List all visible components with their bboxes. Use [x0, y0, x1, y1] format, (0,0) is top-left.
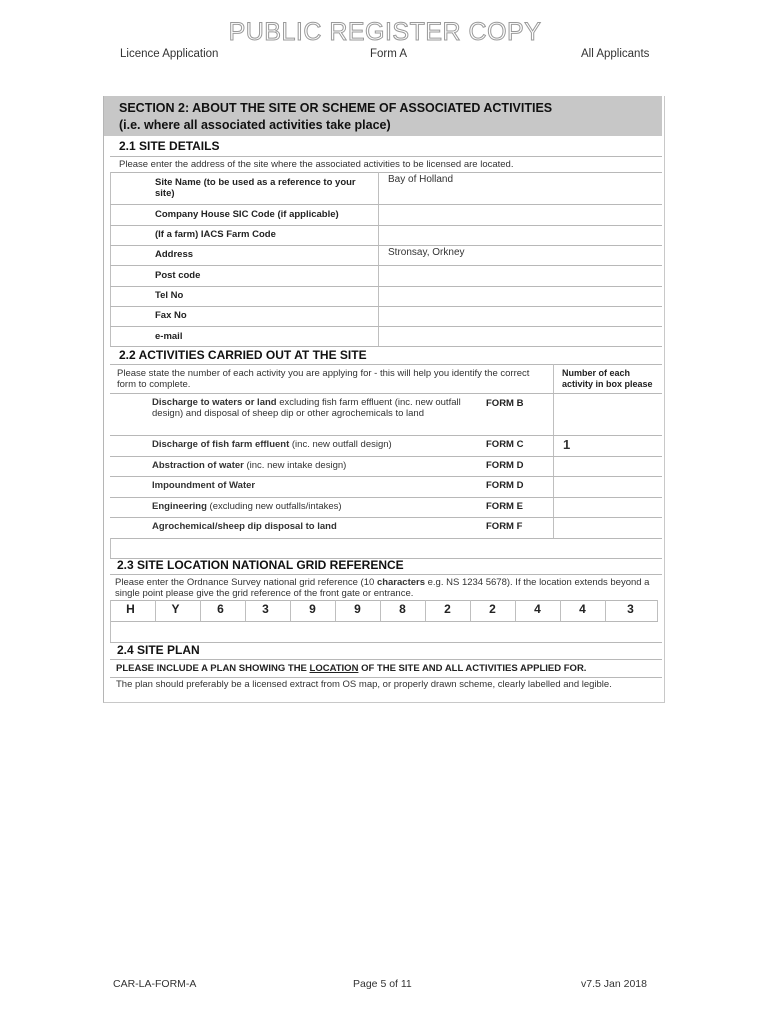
- site-name-field[interactable]: Bay of Holland: [388, 174, 454, 185]
- header-center: Form A: [370, 48, 408, 60]
- activity-form-code: FORM F: [486, 521, 523, 532]
- site-name-label: Site Name (to be used as a reference to your site): [155, 177, 356, 199]
- iacs-farm-code-label: (If a farm) IACS Farm Code: [155, 229, 276, 240]
- grid-ref-char[interactable]: 4: [534, 602, 541, 616]
- activity-row: Discharge to waters or land excluding fish farm effluent (inc. new outfall design) and disposal of sheep dip or other agrochemicals to land: [152, 397, 461, 419]
- address-label: Address: [155, 249, 194, 260]
- site-details-heading: 2.1 SITE DETAILS: [119, 139, 220, 153]
- email-label: e-mail: [155, 331, 183, 342]
- activity-count-field[interactable]: 1: [563, 437, 571, 452]
- footer-page-number: Page 5 of 11: [353, 978, 412, 990]
- grid-ref-char[interactable]: 4: [579, 602, 586, 616]
- activity-form-code: FORM E: [486, 501, 523, 512]
- header-left: Licence Application: [120, 48, 219, 60]
- grid-ref-char[interactable]: Y: [171, 602, 180, 616]
- section-title: SECTION 2: ABOUT THE SITE OR SCHEME OF ASSOCIATED ACTIVITIES: [119, 101, 553, 115]
- grid-ref-char[interactable]: 8: [399, 602, 406, 616]
- grid-ref-char[interactable]: 6: [217, 602, 224, 616]
- grid-ref-instruction: Please enter the Ordnance Survey national grid reference (10 characters e.g. NS 1234 5678). If the location extends beyond a single point please give the grid reference of the front gate or entrance.: [115, 577, 650, 599]
- footer-form-id: CAR-LA-FORM-A: [113, 978, 197, 990]
- grid-ref-char[interactable]: H: [126, 602, 135, 616]
- post-code-label: Post code: [155, 270, 201, 281]
- site-plan-requirement: PLEASE INCLUDE A PLAN SHOWING THE LOCATION OF THE SITE AND ALL ACTIVITIES APPLIED FOR.: [116, 663, 587, 674]
- activities-instruction: Please state the number of each activity you are applying for - this will help you identify the correct form to complete.: [117, 368, 530, 390]
- grid-ref-char[interactable]: 3: [262, 602, 269, 616]
- activity-row: Abstraction of water (inc. new intake design): [152, 460, 347, 471]
- address-field[interactable]: Stronsay, Orkney: [388, 247, 465, 258]
- activity-row: Impoundment of Water: [152, 480, 256, 491]
- tel-no-label: Tel No: [155, 290, 184, 301]
- activity-row: Engineering (excluding new outfalls/intakes): [152, 501, 342, 512]
- grid-ref-char[interactable]: 3: [627, 602, 634, 616]
- footer-version: v7.5 Jan 2018: [581, 978, 647, 990]
- section-subtitle: (i.e. where all associated activities take place): [119, 118, 391, 132]
- grid-ref-char[interactable]: 2: [489, 602, 496, 616]
- public-register-watermark: PUBLIC REGISTER COPY: [228, 18, 542, 46]
- activity-form-code: FORM C: [486, 439, 524, 450]
- grid-ref-char[interactable]: 9: [309, 602, 316, 616]
- count-column-header: Number of each activity in box please: [562, 368, 653, 389]
- sic-code-label: Company House SIC Code (if applicable): [155, 209, 339, 220]
- activity-form-code: FORM B: [486, 398, 524, 409]
- activity-form-code: FORM D: [486, 480, 524, 491]
- grid-ref-heading: 2.3 SITE LOCATION NATIONAL GRID REFERENCE: [117, 558, 404, 572]
- grid-ref-char[interactable]: 9: [354, 602, 361, 616]
- site-plan-heading: 2.4 SITE PLAN: [117, 643, 200, 657]
- fax-no-label: Fax No: [155, 310, 187, 321]
- activity-row: Agrochemical/sheep dip disposal to land: [152, 521, 337, 532]
- grid-ref-char[interactable]: 2: [444, 602, 451, 616]
- activity-form-code: FORM D: [486, 460, 524, 471]
- header-right: All Applicants: [581, 48, 650, 60]
- site-details-instruction: Please enter the address of the site where the associated activities to be licensed are located.: [119, 159, 514, 170]
- section-title-bar: [104, 96, 662, 136]
- activities-heading: 2.2 ACTIVITIES CARRIED OUT AT THE SITE: [119, 348, 367, 362]
- site-plan-note: The plan should preferably be a licensed extract from OS map, or properly drawn scheme, clearly labelled and legible.: [116, 679, 612, 690]
- activity-row: Discharge of fish farm effluent (inc. new outfall design): [152, 439, 392, 450]
